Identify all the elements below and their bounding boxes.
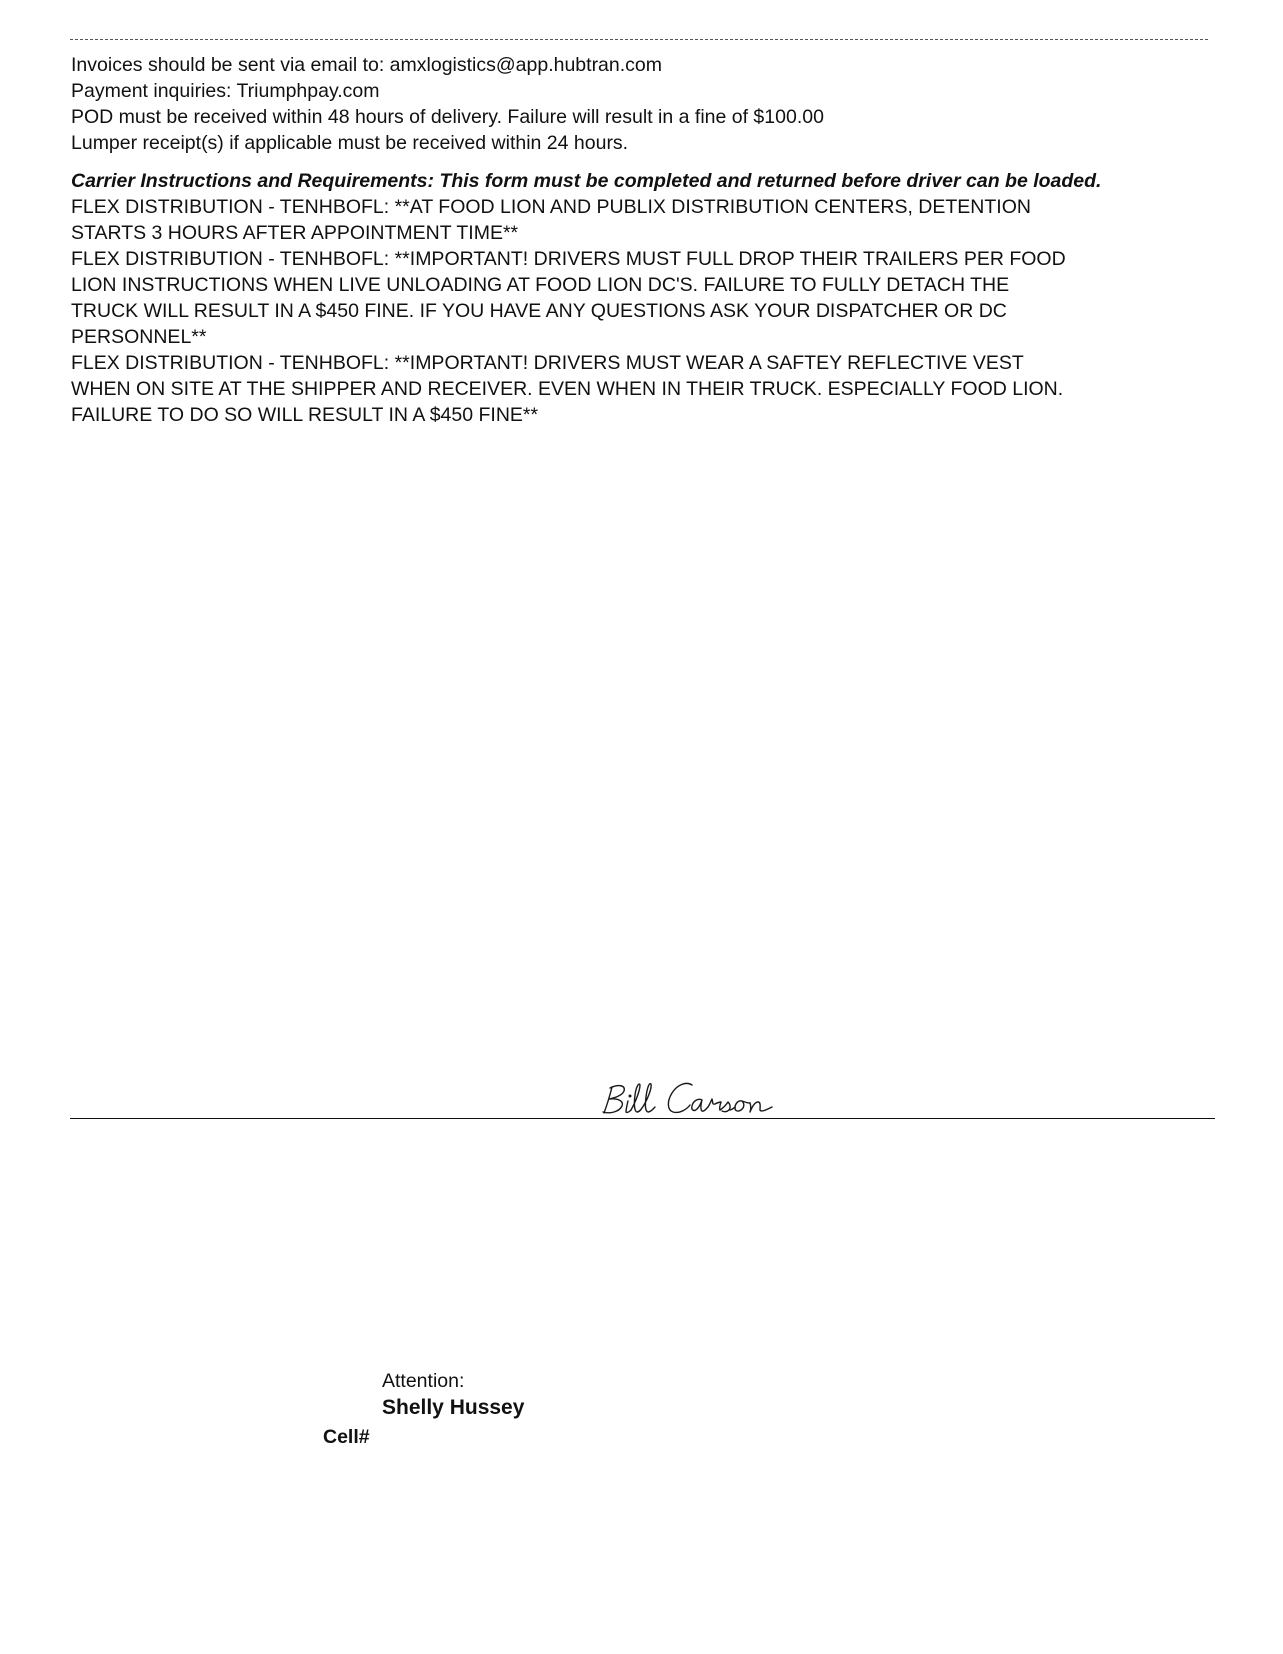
pod-requirement: POD must be received within 48 hours of delivery. Failure will result in a fine of $100.00 bbox=[71, 106, 824, 128]
instruction-line: LION INSTRUCTIONS WHEN LIVE UNLOADING AT FOOD LION DC'S. FAILURE TO FULLY DETACH THE bbox=[71, 274, 1010, 296]
payment-inquiries: Payment inquiries: Triumphpay.com bbox=[71, 80, 380, 102]
signature-line bbox=[70, 1075, 1215, 1125]
instruction-line: FLEX DISTRIBUTION - TENHBOFL: **IMPORTANT! DRIVERS MUST FULL DROP THEIR TRAILERS PER FOOD bbox=[71, 248, 1066, 270]
attention-label: Attention: bbox=[382, 1370, 465, 1392]
signature-underline bbox=[70, 1118, 1215, 1119]
instruction-line: PERSONNEL** bbox=[71, 326, 207, 348]
carrier-instructions-section bbox=[71, 168, 1201, 428]
instruction-line: FAILURE TO DO SO WILL RESULT IN A $450 FINE** bbox=[71, 404, 539, 426]
instruction-line: TRUCK WILL RESULT IN A $450 FINE. IF YOU HAVE ANY QUESTIONS ASK YOUR DISPATCHER OR DC bbox=[71, 300, 1007, 322]
top-divider bbox=[70, 39, 1208, 40]
handwritten-signature bbox=[600, 1075, 800, 1119]
carrier-instructions-heading: Carrier Instructions and Requirements: This form must be completed and returned before driver can be loaded. bbox=[71, 170, 1102, 192]
instruction-line: WHEN ON SITE AT THE SHIPPER AND RECEIVER. EVEN WHEN IN THEIR TRUCK. ESPECIALLY FOOD LION. bbox=[71, 378, 1064, 400]
attention-contact-name: Shelly Hussey bbox=[382, 1396, 525, 1419]
lumper-requirement: Lumper receipt(s) if applicable must be received within 24 hours. bbox=[71, 132, 629, 154]
payment-info-section bbox=[71, 52, 1221, 156]
instruction-line: STARTS 3 HOURS AFTER APPOINTMENT TIME** bbox=[71, 222, 519, 244]
instruction-line: FLEX DISTRIBUTION - TENHBOFL: **IMPORTANT! DRIVERS MUST WEAR A SAFTEY REFLECTIVE VEST bbox=[71, 352, 1024, 374]
cell-number-label: Cell# bbox=[323, 1426, 370, 1448]
instruction-line: FLEX DISTRIBUTION - TENHBOFL: **AT FOOD LION AND PUBLIX DISTRIBUTION CENTERS, DETENTION bbox=[71, 196, 1031, 218]
invoice-instruction: Invoices should be sent via email to: amxlogistics@app.hubtran.com bbox=[71, 54, 663, 76]
